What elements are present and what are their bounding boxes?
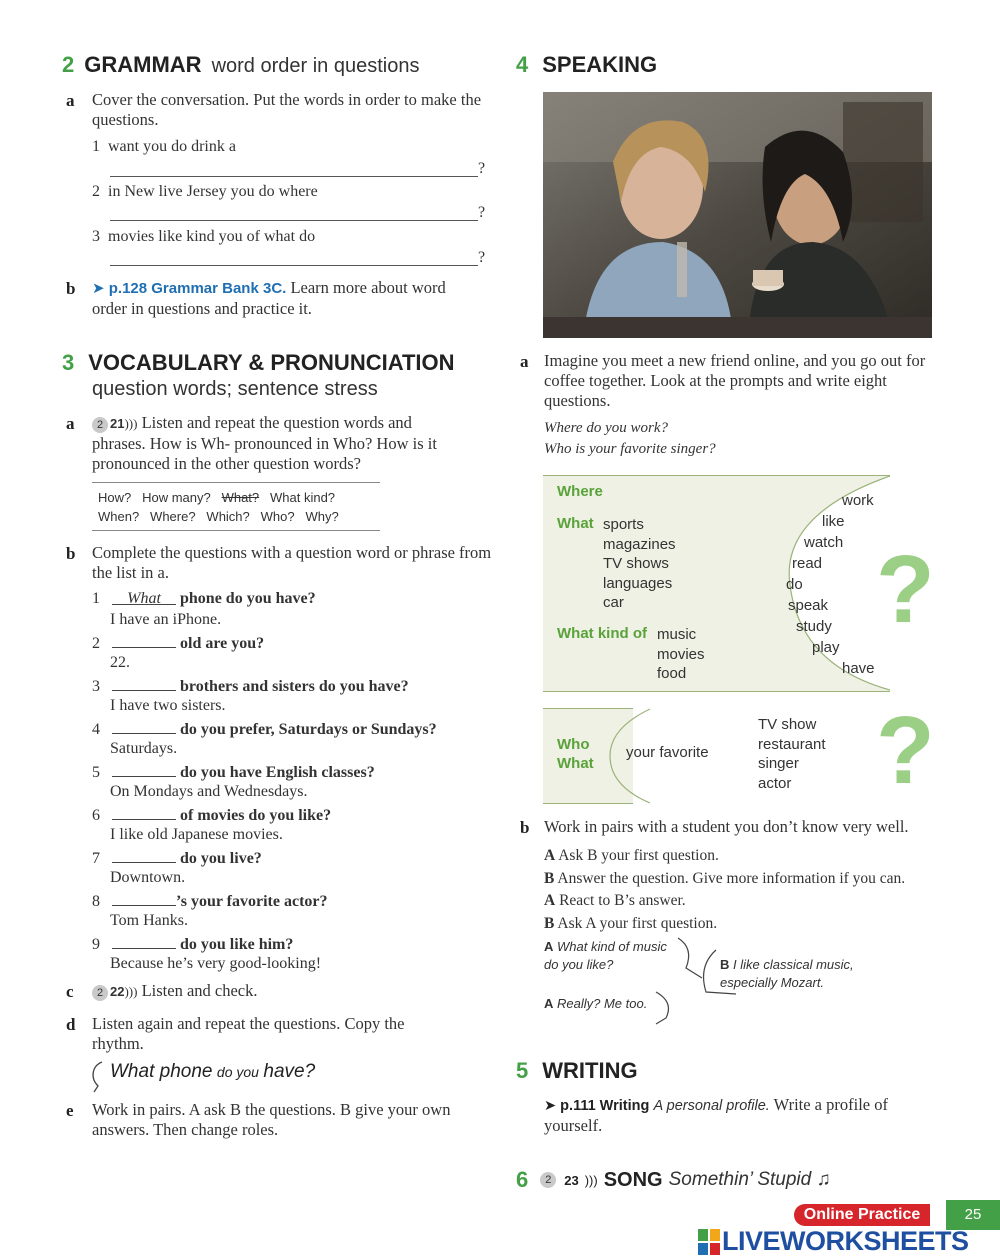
prompt-who: Who — [557, 736, 590, 753]
vocab-e-text: Work in pairs. A ask B the questions. B give your own answers. Then change roles. — [92, 1100, 451, 1139]
grammar-a-instructions: Cover the conversation. Put the words in order to make the questions. — [92, 90, 482, 129]
online-practice-badge[interactable]: Online Practice — [794, 1204, 930, 1226]
answer-blank[interactable] — [112, 633, 176, 648]
vocab-header — [62, 350, 455, 376]
list-item: 6 of movies do you like? I like old Japanese movies. — [92, 807, 332, 843]
song-name: Somethin’ Stupid ♫ — [668, 1169, 831, 1190]
section-number: 3 — [62, 350, 75, 375]
prompt-what-kind: What kind of — [557, 625, 647, 642]
question-mark: ? — [478, 249, 486, 266]
answer-blank[interactable]: What — [112, 590, 176, 605]
speaking-a-label: a — [520, 352, 529, 371]
speaking-a-text: Imagine you meet a new friend online, and you go out for coffee together. Look at the prompts and write eight questions. — [544, 351, 926, 410]
section-number: 2 — [62, 52, 75, 77]
vocab-b-text: Complete the questions with a question word or phrase from the list in a. — [92, 543, 492, 582]
section-subtitle: word order in questions — [211, 55, 420, 77]
grammar-item: 1 want you do drink a — [92, 138, 236, 155]
speech-bubble-icon — [88, 1058, 112, 1094]
answer-line[interactable] — [110, 176, 478, 177]
dialogue-b: B I like classical music, especially Mozart. — [720, 957, 854, 990]
example-question: Who is your favorite singer? — [544, 441, 716, 457]
song-header: 6 2 23 ))) SONG Somethin’ Stupid ♫ — [516, 1167, 831, 1192]
speaking-header — [516, 52, 657, 78]
speech-bubble-icon — [650, 990, 680, 1028]
list-item: A React to B’s answer. — [544, 892, 686, 909]
question-mark: ? — [478, 160, 486, 177]
section-title: SONG — [603, 1168, 663, 1191]
word-list-box: How? How many? What? What kind? When? Where? Which? Who? Why? — [92, 482, 380, 531]
vocab-c-text: 2 22))) Listen and check. — [92, 981, 258, 1002]
speaking-b-label: b — [520, 818, 530, 837]
prompt-what: What — [557, 755, 594, 772]
writing-header — [516, 1058, 638, 1084]
vocab-question-list — [92, 590, 492, 977]
grammar-b-label: b — [66, 279, 76, 298]
section-title: VOCABULARY & PRONUNCIATION — [88, 350, 455, 375]
grammar-bank-link[interactable]: ➤ p.128 Grammar Bank 3C. — [92, 280, 287, 297]
grammar-a-label: a — [66, 91, 75, 110]
logo-icon — [698, 1229, 722, 1255]
grammar-item: 2 in New live Jersey you do where — [92, 183, 318, 200]
list-item: B Ask A your first question. — [544, 914, 718, 932]
list-item: 5 do you have English classes? On Mondays and Wednesdays. — [92, 764, 375, 800]
list-item: A Ask B your first question. — [544, 847, 719, 864]
question-mark-icon: ? — [876, 536, 935, 643]
liveworksheets-logo: LIVEWORKSHEETS — [698, 1226, 969, 1257]
cafe-photo — [543, 92, 932, 338]
answer-blank[interactable] — [112, 676, 176, 691]
dialogue-a1: A What kind of music do you like? — [544, 939, 667, 972]
vocab-d-label: d — [66, 1015, 76, 1034]
list-item: 4 do you prefer, Saturdays or Sundays? Saturdays. — [92, 721, 437, 757]
list-item: 8 ’s your favorite actor? Tom Hanks. — [92, 893, 328, 929]
section-number: 6 — [516, 1167, 529, 1192]
answer-blank[interactable] — [112, 805, 176, 820]
list-item: B Answer the question. Give more information if you can. — [544, 869, 906, 887]
prompt-your-favorite: your favorite — [626, 744, 709, 761]
vocab-d-text: Listen again and repeat the questions. Copy the rhythm. — [92, 1014, 405, 1053]
section-title: GRAMMAR — [84, 52, 202, 77]
page-number: 25 — [946, 1200, 1000, 1230]
kind-items: music movies food — [657, 626, 705, 682]
answer-blank[interactable] — [112, 848, 176, 863]
question-mark: ? — [478, 204, 486, 221]
section-subtitle: question words; sentence stress — [92, 378, 378, 400]
question-mark-icon: ? — [876, 697, 935, 804]
section-title: WRITING — [542, 1058, 638, 1083]
list-item: 3 brothers and sisters do you have? I have two sisters. — [92, 678, 409, 714]
writing-bank-link[interactable]: ➤ p.111 Writing — [544, 1098, 650, 1114]
audio-cd-icon[interactable]: 2 — [92, 985, 108, 1001]
dialogue-a2: A Really? Me too. — [544, 996, 648, 1011]
answer-line[interactable] — [110, 265, 478, 266]
vocab-a-label: a — [66, 414, 75, 433]
grammar-b-text: ➤ p.128 Grammar Bank 3C. Learn more about word order in questions and practice it. — [92, 278, 446, 318]
vocab-e-label: e — [66, 1101, 74, 1120]
prompt-where: Where — [557, 483, 603, 500]
answer-blank[interactable] — [112, 891, 176, 906]
prompt-what: What — [557, 515, 594, 532]
list-item: 1 What phone do you have? I have an iPhone. — [92, 590, 316, 628]
example-question: Where do you work? — [544, 420, 668, 436]
rhythm-example: What phone do you have? — [110, 1061, 316, 1082]
steps-list — [544, 845, 905, 935]
grammar-item: 3 movies like kind you of what do — [92, 228, 316, 245]
answer-blank[interactable] — [112, 934, 176, 949]
section-title: SPEAKING — [542, 52, 658, 77]
section-number: 5 — [516, 1058, 529, 1083]
list-item: 7 do you live? Downtown. — [92, 850, 262, 886]
grammar-section — [62, 52, 492, 78]
audio-cd-icon[interactable]: 2 — [540, 1172, 556, 1188]
vocab-b-label: b — [66, 544, 76, 563]
list-item: 2 old are you? 22. — [92, 635, 265, 671]
favorite-items: TV show restaurant singer actor — [758, 716, 826, 792]
answer-line[interactable] — [110, 220, 478, 221]
what-items: sports magazines TV shows languages car — [603, 516, 676, 611]
speaking-b-text: Work in pairs with a student you don’t know very well. — [544, 817, 909, 836]
list-item: 9 do you like him? Because he’s very good-looking! — [92, 936, 322, 972]
vocab-c-label: c — [66, 982, 74, 1001]
answer-blank[interactable] — [112, 719, 176, 734]
audio-cd-icon[interactable]: 2 — [92, 417, 108, 433]
answer-blank[interactable] — [112, 762, 176, 777]
vocab-a-text: 2 21))) Listen and repeat the question words and phrases. How is Wh- pronounced in Who? How is it pronounced in the other question words? — [92, 413, 437, 473]
section-number: 4 — [516, 52, 529, 77]
writing-text: ➤ p.111 Writing A personal profile. Write a profile of yourself. — [544, 1095, 888, 1135]
